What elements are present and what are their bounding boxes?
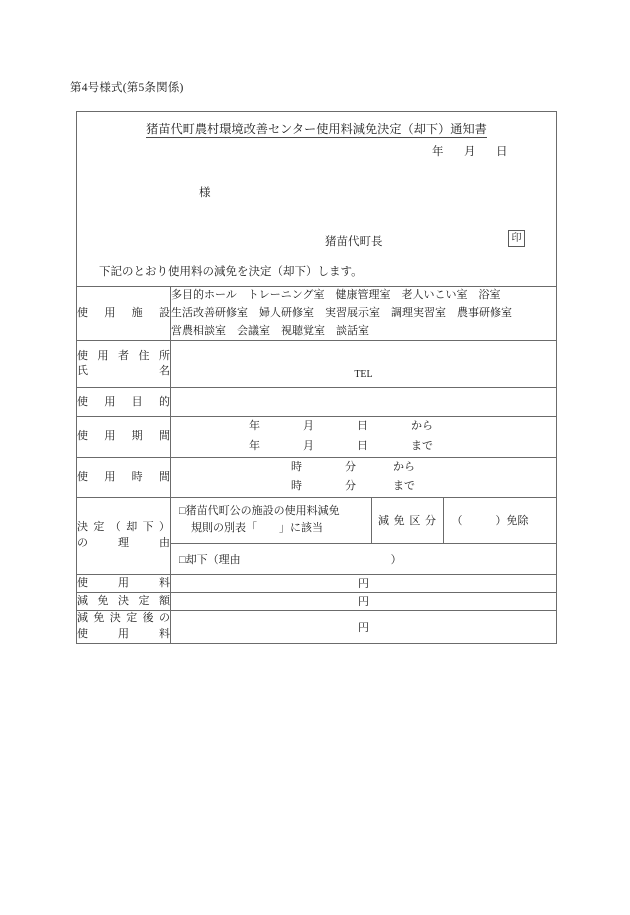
time-to: [171, 477, 556, 497]
reject-option-close: ）: [390, 553, 402, 566]
period-to: [171, 437, 556, 457]
fee-row: [77, 574, 557, 592]
fee-after-label-line1: 減免決定後の: [77, 611, 170, 624]
time-from-hour: 時: [291, 460, 302, 473]
facility-line-2: 生活改善研修室 婦人研修室 実習展示室 調理実習室 農事研修室: [171, 306, 512, 319]
user-address-label: 使用者住所: [77, 349, 170, 362]
user-label-cell: [77, 341, 171, 388]
facility-value-cell[interactable]: [171, 287, 557, 341]
header-cell: [77, 112, 557, 287]
fee-after-label-cell: [77, 610, 171, 643]
period-to-month: 月: [303, 440, 314, 453]
reduction-class-value-cell[interactable]: [443, 498, 556, 544]
user-name-label: 氏名: [77, 365, 170, 378]
reject-checkbox-option[interactable]: [171, 543, 556, 574]
reduction-amount-label-cell: [77, 592, 171, 610]
reduction-amount-row: [77, 592, 557, 610]
fee-after-row: [77, 610, 557, 643]
period-from-day: 日: [357, 420, 368, 433]
reduction-amount-label: 減免決定額: [77, 594, 170, 607]
date-day: 日: [496, 146, 508, 158]
reduction-amount-unit: 円: [358, 596, 369, 609]
time-to-hour: 時: [291, 480, 302, 493]
period-to-year: 年: [249, 440, 260, 453]
time-label: 使用時間: [77, 470, 170, 483]
time-to-suffix: まで: [393, 480, 415, 493]
tel-label: TEL: [354, 369, 373, 381]
period-value-cell[interactable]: [171, 417, 557, 457]
header-row: [77, 112, 557, 287]
rule-option-line2: 規則の別表「 」に該当: [191, 521, 323, 534]
user-row: [77, 341, 557, 388]
form-number: 第4号様式(第5条関係): [70, 82, 184, 94]
reason-value-cell: [171, 497, 557, 574]
purpose-row: [77, 388, 557, 417]
period-to-day: 日: [357, 440, 368, 453]
period-to-suffix: まで: [411, 440, 433, 453]
facility-label-cell: [77, 287, 171, 341]
fee-after-unit: 円: [358, 621, 369, 634]
time-to-minute: 分: [345, 480, 356, 493]
issuer-name: 猪苗代町長: [325, 236, 383, 248]
fee-after-value-cell[interactable]: [171, 610, 557, 643]
fee-value-cell[interactable]: [171, 574, 557, 592]
period-label: 使用期間: [77, 430, 170, 443]
period-label-cell: [77, 417, 171, 457]
reason-inner-table: [171, 498, 556, 574]
fee-after-label-line2: 使用料: [77, 627, 170, 640]
time-label-cell: [77, 457, 171, 497]
notification-form-table: [76, 111, 557, 644]
facility-label: 使用施設: [77, 307, 170, 320]
time-from-minute: 分: [345, 460, 356, 473]
time-row: [77, 457, 557, 497]
purpose-label-cell: [77, 388, 171, 417]
time-from-suffix: から: [393, 460, 415, 473]
facility-line-1: 多目的ホール トレーニング室 健康管理室 老人いこい室 浴室: [171, 289, 501, 301]
purpose-value-cell[interactable]: [171, 388, 557, 417]
rule-checkbox-option[interactable]: [171, 498, 371, 544]
reduction-class-label-cell: [371, 498, 443, 544]
reduction-class-label: 減免区分: [378, 515, 436, 528]
fee-unit: 円: [358, 578, 369, 591]
fee-label: 使用料: [77, 576, 170, 589]
date-line: [432, 143, 528, 159]
time-from: [171, 458, 556, 478]
purpose-label: 使用目的: [77, 395, 170, 408]
reason-label-line1: 決定（却下）: [77, 520, 170, 533]
rule-option-line1: □猪苗代町公の施設の使用料減免: [179, 504, 340, 517]
reduction-class-value: （ ）免除: [451, 515, 529, 528]
period-from-month: 月: [303, 420, 314, 433]
period-row: [77, 417, 557, 457]
period-from-suffix: から: [411, 420, 433, 433]
reason-option-reject-row: [171, 543, 556, 574]
reduction-amount-value-cell[interactable]: [171, 592, 557, 610]
reason-row: [77, 497, 557, 574]
reject-option-label: □却下（理由: [179, 553, 241, 566]
lead-text: 下記のとおり使用料の減免を決定（却下）します。: [99, 266, 363, 278]
period-from: [171, 417, 556, 437]
reason-label-cell: [77, 497, 171, 574]
period-from-year: 年: [249, 420, 260, 433]
reason-option-rule-row: [171, 498, 556, 544]
date-year: 年: [432, 146, 444, 158]
date-month: 月: [464, 146, 476, 158]
time-value-cell[interactable]: [171, 457, 557, 497]
document-title: 猪苗代町農村環境改善センター使用料減免決定（却下）通知書: [146, 122, 487, 136]
addressee-suffix: 様: [199, 187, 211, 199]
user-value-cell[interactable]: [171, 341, 557, 388]
facility-line-3: 営農相談室 会議室 視聴覚室 談話室: [171, 324, 369, 337]
facility-row: [77, 287, 557, 341]
seal-stamp-icon: 印: [508, 230, 525, 247]
reason-label-line2: の理由: [77, 536, 170, 549]
fee-label-cell: [77, 574, 171, 592]
